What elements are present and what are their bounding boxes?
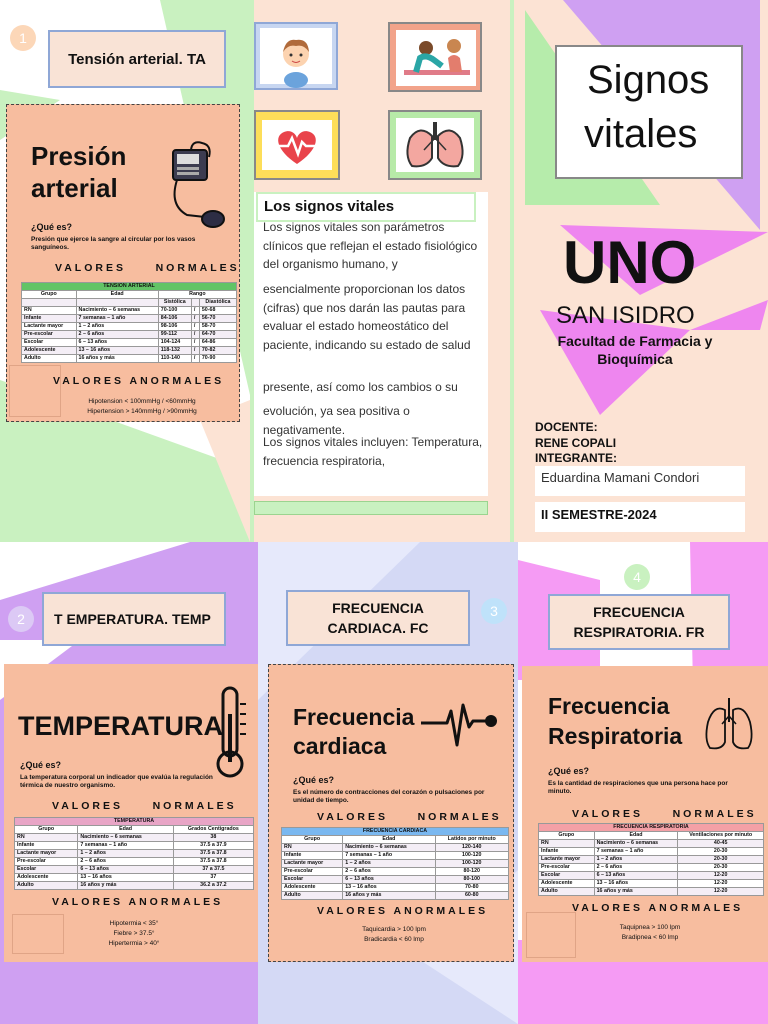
table-row: Pre-escolar 2 – 6 años 20-30 <box>539 864 764 872</box>
table-row: Adulto 16 años y más 12-20 <box>539 888 764 896</box>
lungs-icon <box>390 112 480 178</box>
table-row: RN Nacimiento – 6 semanas 120-140 <box>282 844 509 852</box>
panel1-title: Tensión arterial. TA <box>48 30 226 88</box>
doctor-patient-image <box>388 22 482 92</box>
cover-title-line-2: vitales <box>584 112 698 156</box>
respiratory-rate-card <box>522 666 768 962</box>
table-row: Adolescente 13 – 16 años 37 <box>15 874 254 882</box>
card-title-line-2: Respiratoria <box>548 723 683 749</box>
table-row: Infante 7 semanas – 1 año 20-30 <box>539 848 764 856</box>
intro-heading: Los signos vitales <box>264 198 395 215</box>
respiratory-rate-table <box>538 823 764 896</box>
table-row: Adulto 16 años y más 60-80 <box>282 892 509 900</box>
table-row: RN Nacimiento – 6 semanas 70-100 / 50-68 <box>22 307 237 315</box>
table-header: Edad <box>594 832 678 840</box>
question-label: ¿Qué es? <box>20 760 62 770</box>
integrante-name: Eduardina Mamani Condori <box>541 470 700 485</box>
table-row: Infante 7 semanas – 1 año 100-120 <box>282 852 509 860</box>
thermometer-icon <box>210 684 250 784</box>
card-title-line-1: Presión <box>31 141 127 171</box>
intro-paragraph-2: esencialmente proporcionan los datos (cifras) que nos darán las pautas para evaluar el estado homeostático del paciente, indicando su estado de salud <box>263 282 471 352</box>
card-title: TEMPERATURA <box>18 711 223 741</box>
panel-number-badge: 2 <box>8 606 34 632</box>
heart-rate-table <box>281 827 509 900</box>
panel-number-badge: 4 <box>624 564 650 590</box>
table-row: Escolar 6 – 13 años 80-100 <box>282 876 509 884</box>
heart-rate-card <box>268 664 514 962</box>
table-header: Grados Centigrados <box>173 826 253 834</box>
heart-pulse-icon <box>256 112 338 178</box>
card-title-line-2: cardiaca <box>293 733 387 759</box>
table-header: Edad <box>76 291 158 299</box>
table-row: Adolescente 13 – 16 años 118-132 / 70-82 <box>22 347 237 355</box>
description-text: Es el número de contracciones del corazón o pulsaciones por unidad de tiempo. <box>293 789 485 805</box>
table-header: Edad <box>343 836 435 844</box>
table-caption: TENSION ARTERIAL <box>22 283 237 291</box>
integrante-label: INTEGRANTE: <box>535 451 617 465</box>
table-row: Pre-escolar 2 – 6 años 37.5 a 37.8 <box>15 858 254 866</box>
table-row: Lactante mayor 1 – 2 años 98-106 / 58-70 <box>22 323 237 331</box>
docente-label: DOCENTE: <box>535 420 598 434</box>
abnormal-values-label: VALORES ANORMALES <box>572 902 744 914</box>
panel4-title: FRECUENCIA RESPIRATORIA. FR <box>548 594 730 650</box>
child-image <box>254 22 338 90</box>
question-label: ¿Qué es? <box>293 775 335 785</box>
table-row: Pre-escolar 2 – 6 años 80-120 <box>282 868 509 876</box>
table-row: Adolescente 13 – 16 años 12-20 <box>539 880 764 888</box>
table-row: RN Nacimiento – 6 semanas 40-45 <box>539 840 764 848</box>
table-row: Infante 7 semanas – 1 año 37.5 a 37.9 <box>15 842 254 850</box>
abnormal-values-label: VALORES ANORMALES <box>53 375 225 387</box>
table-row: Adulto 16 años y más 36.2 a 37.2 <box>15 882 254 890</box>
docente-name: RENE COPALI <box>535 436 617 450</box>
semester: II SEMESTRE-2024 <box>541 507 657 522</box>
table-row: RN Nacimiento – 6 semanas 38 <box>15 834 254 842</box>
placeholder-box <box>9 365 61 417</box>
normal-values-label: VALORES NORMALES <box>572 808 757 820</box>
table-row: Escolar 6 – 13 años 12-20 <box>539 872 764 880</box>
abnormal-values-text: Taquicardia > 100 lpm Bradicardia < 60 lmp <box>362 926 426 944</box>
table-header: Grupo <box>15 826 78 834</box>
normal-values-label: VALORES NORMALES <box>52 800 237 812</box>
table-header: Edad <box>78 826 173 834</box>
table-header: Ventilaciones por minuto <box>678 832 764 840</box>
temperature-card <box>4 664 258 962</box>
description-text: Es la cantidad de respiraciones que una persona hace por minuto. <box>548 780 728 796</box>
intro-paragraph-5: Los signos vitales incluyen: Temperatura, frecuencia respiratoria, <box>263 435 483 468</box>
abnormal-values-label: VALORES ANORMALES <box>52 896 224 908</box>
abnormal-values-text: Taquipnea > 100 lpm Bradipnea < 60 lmp <box>619 924 681 942</box>
table-row: Lactante mayor 1 – 2 años 20-30 <box>539 856 764 864</box>
child-icon <box>256 24 336 88</box>
university-name: UNO <box>563 229 697 296</box>
card-title-line-1: Frecuencia <box>293 704 415 730</box>
temperature-table <box>14 817 254 890</box>
table-row: Lactante mayor 1 – 2 años 100-120 <box>282 860 509 868</box>
question-label: ¿Qué es? <box>548 766 590 776</box>
table-header: Grupo <box>22 291 77 299</box>
blood-pressure-table <box>21 282 237 363</box>
table-caption: TEMPERATURA <box>15 818 254 826</box>
abnormal-values-label: VALORES ANORMALES <box>317 905 489 917</box>
abnormal-values-text: Hipotermia < 35° Fiebre > 37.5° Hipertermia > 40° <box>108 920 160 948</box>
panel2-title: T EMPERATURA. TEMP <box>42 592 226 646</box>
card-title-line-1: Frecuencia <box>548 693 670 719</box>
campus-name: SAN ISIDRO <box>556 302 695 329</box>
green-bar <box>254 501 488 515</box>
table-row: Adolescente 13 – 16 años 70-80 <box>282 884 509 892</box>
lungs-image <box>388 110 482 180</box>
panel-number-badge: 3 <box>481 598 507 624</box>
placeholder-box <box>526 912 576 958</box>
normal-values-label: VALORES NORMALES <box>55 262 240 274</box>
table-subheader: Sistólica <box>158 299 191 307</box>
table-row: Escolar 6 – 13 años 37 a 37.5 <box>15 866 254 874</box>
table-header: Latidos por minuto <box>435 836 508 844</box>
faculty-name: Facultad de Farmacia y Bioquímica <box>557 333 713 368</box>
question-label: ¿Qué es? <box>31 222 73 232</box>
doctor-patient-icon <box>390 24 480 90</box>
intro-paragraph-1: Los signos vitales son parámetros clínicos que reflejan el estado fisiológico del organismo humano, y <box>263 220 478 272</box>
table-header: Grupo <box>539 832 595 840</box>
intro-paragraph-3: presente, así como los cambios o su <box>263 380 458 394</box>
normal-values-label: VALORES NORMALES <box>317 811 502 823</box>
table-row: Lactante mayor 1 – 2 años 37.5 a 37.8 <box>15 850 254 858</box>
description-text: La temperatura corporal un indicador que evalúa la regulación térmica de nuestro organismo. <box>20 774 213 790</box>
placeholder-box <box>12 914 64 954</box>
card-title-line-2: arterial <box>31 173 118 203</box>
table-caption: FRECUENCIA RESPIRATORIA <box>539 824 764 832</box>
blood-pressure-monitor-icon <box>167 135 227 231</box>
table-caption: FRECUENCIA CARDIACA <box>282 828 509 836</box>
table-row: Adulto 16 años y más 110-140 / 70-90 <box>22 355 237 363</box>
table-header: Rango <box>158 291 236 299</box>
blood-pressure-card <box>6 104 240 422</box>
table-header: Grupo <box>282 836 343 844</box>
table-row: Infante 7 semanas – 1 año 84-106 / 56-70 <box>22 315 237 323</box>
heart-image <box>254 110 340 180</box>
panel3-title: FRECUENCIA CARDIACA. FC <box>286 590 470 646</box>
heartbeat-line-icon <box>419 701 501 757</box>
table-row: Pre-escolar 2 – 6 años 99-112 / 64-70 <box>22 331 237 339</box>
intro-paragraph-4: evolución, ya sea positiva o negativamente. <box>263 404 410 437</box>
cover-title-line-1: Signos <box>587 58 710 102</box>
table-row: Escolar 6 – 13 años 104-124 / 64-86 <box>22 339 237 347</box>
description-text: Presión que ejerce la sangre al circular por los vasos sanguíneos. <box>31 236 196 252</box>
panel-number-badge: 1 <box>10 25 36 51</box>
abnormal-values-text: Hipotension < 100mmHg / <60mmHg Hipertension > 140mmHg / >90mmHg <box>87 398 197 416</box>
lungs-outline-icon <box>702 696 756 754</box>
table-subheader: Diastólica <box>199 299 236 307</box>
